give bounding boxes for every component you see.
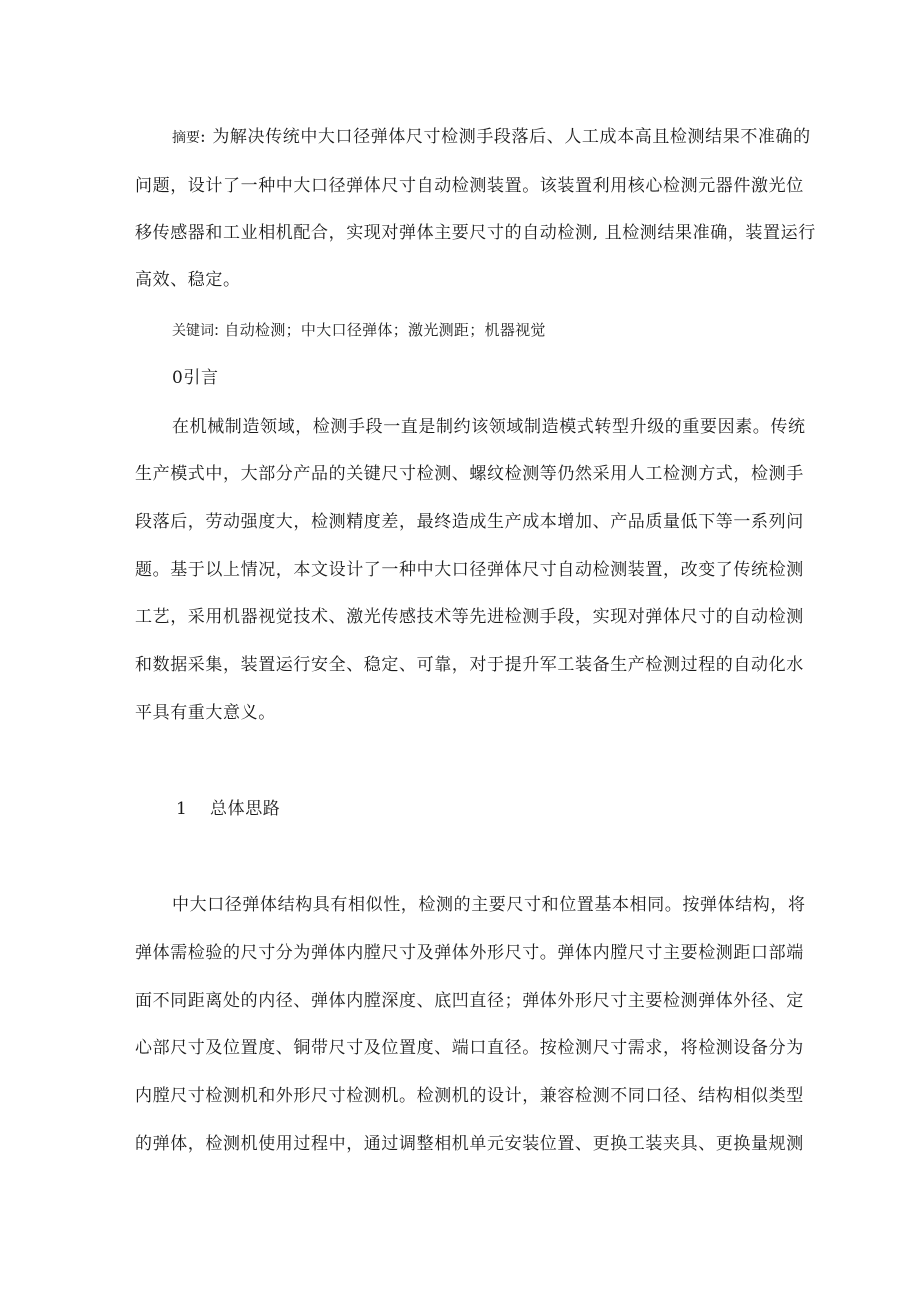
intro-line-6: 和数据采集，装置运行安全、稳定、可靠，对于提升军工装备生产检测过程的自动化水 bbox=[135, 655, 804, 675]
section-1-line-4: 心部尺寸及位置度、铜带尺寸及位置度、端口直径。按检测尺寸需求，将检测设备分为 bbox=[135, 1038, 804, 1058]
section-1-number: 1 bbox=[176, 799, 187, 819]
section-1-line-5: 内膛尺寸检测机和外形尺寸检测机。检测机的设计，兼容检测不同口径、结构相似类型 bbox=[135, 1086, 804, 1106]
abstract-text-1: : 为解决传统中大口径弹体尺寸检测手段落后、人工成本高且检测结果不准确的 bbox=[200, 127, 811, 147]
intro-line-5: 工艺，采用机器视觉技术、激光传感技术等先进检测手段，实现对弹体尺寸的自动检测 bbox=[135, 607, 804, 627]
section-1-line-1: 中大口径弹体结构具有相似性，检测的主要尺寸和位置基本相同。按弹体结构，将 bbox=[172, 895, 806, 915]
section-1-line-2: 弹体需检验的尺寸分为弹体内膛尺寸及弹体外形尺寸。弹体内膛尺寸主要检测距口部端 bbox=[135, 943, 804, 963]
intro-line-7: 平具有重大意义。 bbox=[135, 703, 276, 723]
keywords-line bbox=[172, 320, 546, 341]
abstract-label: 摘要 bbox=[172, 130, 200, 146]
abstract-line-1 bbox=[172, 127, 811, 148]
abstract-line-2: 问题，设计了一种中大口径弹体尺寸自动检测装置。该装置利用核心检测元器件激光位 bbox=[135, 176, 804, 196]
abstract-line-3: 移传感器和工业相机配合，实现对弹体主要尺寸的自动检测, 且检测结果准确，装置运行 bbox=[135, 223, 816, 243]
keywords-text: : 自动检测；中大口径弹体；激光测距；机器视觉 bbox=[214, 321, 546, 339]
section-1-title: 总体思路 bbox=[210, 799, 281, 819]
keywords-label: 关键词 bbox=[172, 323, 214, 339]
intro-heading: 0引言 bbox=[172, 368, 219, 388]
intro-line-3: 段落后，劳动强度大，检测精度差，最终造成生产成本增加、产品质量低下等一系列问 bbox=[135, 512, 804, 532]
intro-line-1: 在机械制造领域，检测手段一直是制约该领域制造模式转型升级的重要因素。传统 bbox=[172, 417, 806, 437]
abstract-line-4: 高效、稳定。 bbox=[135, 270, 241, 290]
section-1-line-3: 面不同距离处的内径、弹体内膛深度、底凹直径；弹体外形尺寸主要检测弹体外径、定 bbox=[135, 991, 804, 1011]
intro-line-2: 生产模式中，大部分产品的关键尺寸检测、螺纹检测等仍然采用人工检测方式，检测手 bbox=[135, 464, 804, 484]
intro-line-4: 题。基于以上情况，本文设计了一种中大口径弹体尺寸自动检测装置，改变了传统检测 bbox=[135, 560, 804, 580]
section-1-line-6: 的弹体，检测机使用过程中，通过调整相机单元安装位置、更换工装夹具、更换量规测 bbox=[135, 1134, 804, 1154]
